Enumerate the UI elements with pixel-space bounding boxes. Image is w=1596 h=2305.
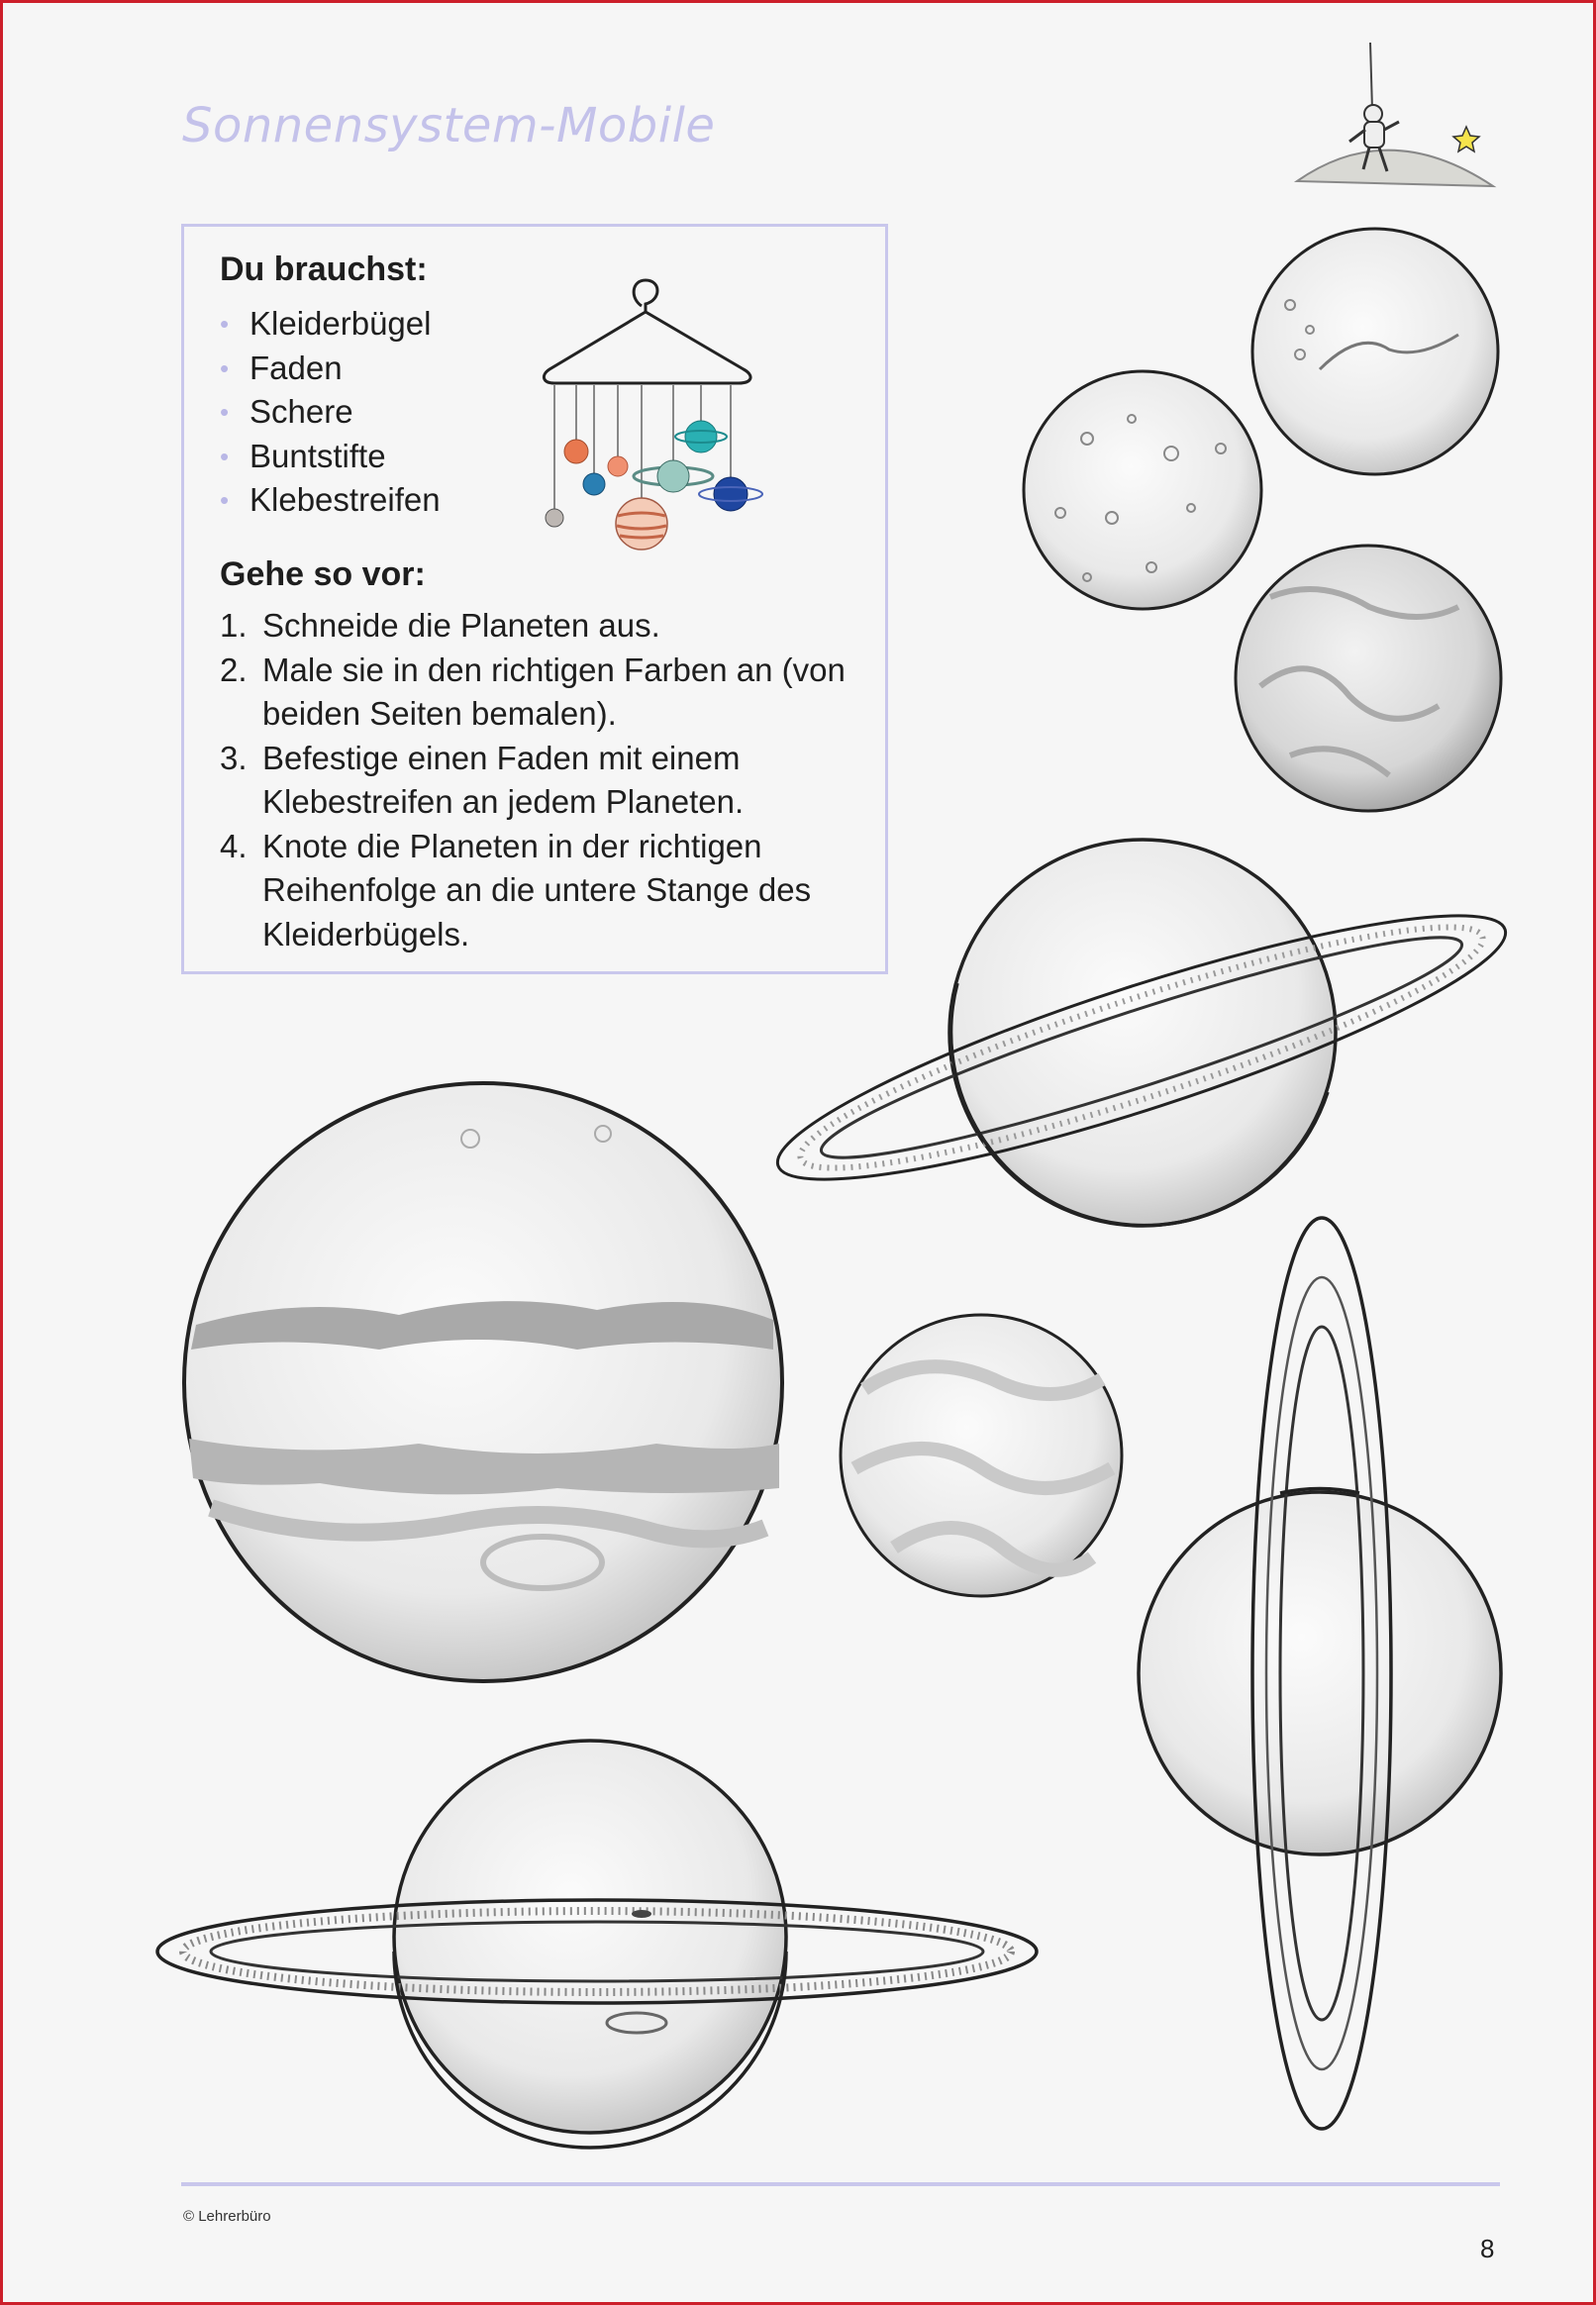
page-number: 8 [1480,2234,1495,2263]
astronaut-icon [1297,43,1493,186]
bullet-icon: • [220,441,230,471]
list-item: • Kleiderbügel [220,302,441,347]
bullet-icon: • [220,309,230,339]
saturn-planet [759,840,1525,1226]
bullet-icon: • [220,485,230,515]
materials-heading: Du brauchst: [220,251,428,288]
list-item: 2. Male sie in den richtigen Farben an (von beiden Seiten bemalen). [220,651,846,732]
steps-heading: Gehe so vor: [220,555,426,593]
planets-illustration [3,3,1593,2302]
ringed-planet-bottom [157,1741,1037,2148]
venus-planet [841,1315,1122,1596]
page-title: Sonnensystem-Mobile [182,98,716,153]
list-item: • Faden [220,347,441,391]
worksheet-page [3,3,1593,2302]
list-item: • Buntstifte [220,435,441,479]
bullet-icon: • [220,352,230,383]
list-item: 4. Knote die Planeten in der richtigen Reihenfolge an die untere Stange des Kleiderbügels. [220,827,812,952]
bullet-icon: • [220,397,230,427]
copyright-text: © Lehrerbüro [183,2208,271,2225]
footer-divider [181,2182,1500,2186]
mercury-planet [1024,371,1261,609]
jupiter-planet [184,1083,782,1681]
list-item: 1. Schneide die Planeten aus. [220,607,660,644]
list-item: • Schere [220,390,441,435]
list-item: • Klebestreifen [220,478,441,523]
earth-planet [1236,546,1501,811]
uranus-planet [1139,1218,1501,2129]
list-item: 3. Befestige einen Faden mit einem Klebestreifen an jedem Planeten. [220,739,745,820]
mars-planet [1252,229,1498,474]
